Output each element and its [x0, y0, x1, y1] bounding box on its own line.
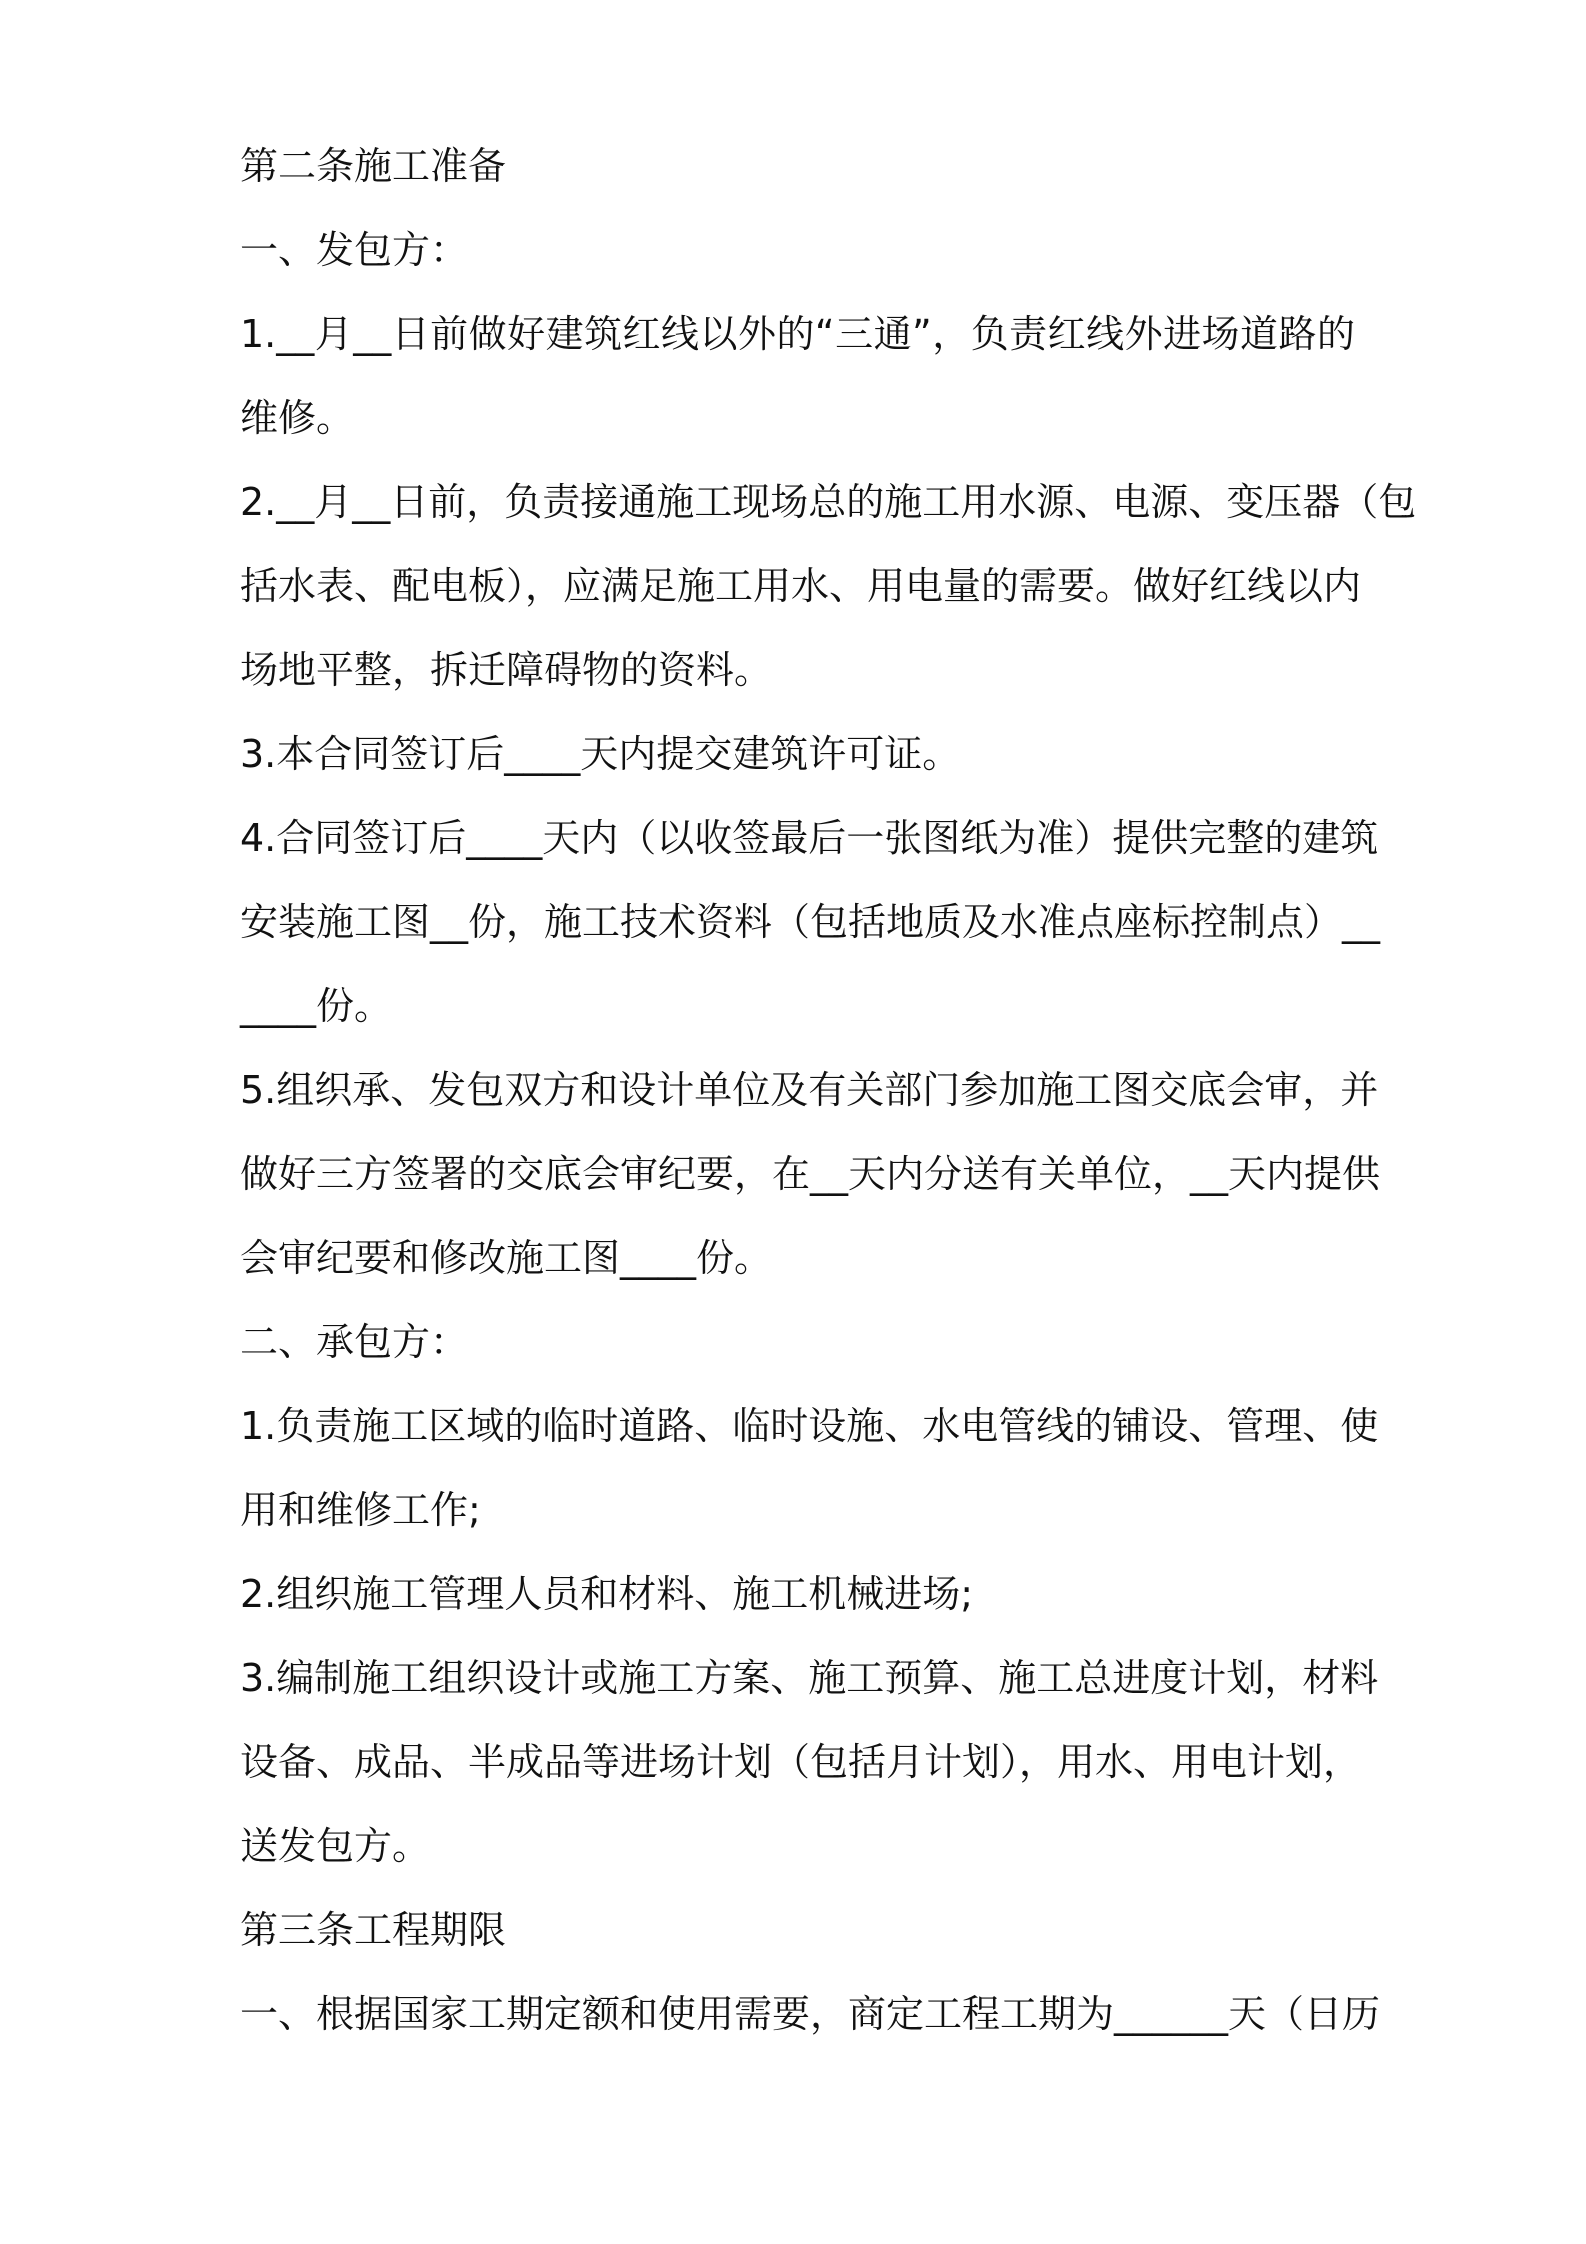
paragraph-line: 5.组织承、发包双方和设计单位及有关部门参加施工图交底会审，并 [240, 1068, 1379, 1112]
paragraph-line: 做好三方签署的交底会审纪要，在__天内分送有关单位，__天内提供 [240, 1152, 1381, 1196]
paragraph-line: ____份。 [240, 984, 393, 1028]
document-body [240, 124, 1417, 2056]
section-heading-3: 第三条工程期限 [240, 1908, 507, 1952]
paragraph-line: 3.编制施工组织设计或施工方案、施工预算、施工总进度计划，材料 [240, 1656, 1379, 1700]
paragraph-line: 安装施工图__份，施工技术资料（包括地质及水准点座标控制点）__ [240, 900, 1381, 944]
paragraph-line: 送发包方。 [240, 1824, 431, 1868]
paragraph-line: 设备、成品、半成品等进场计划（包括月计划），用水、用电计划， [240, 1740, 1362, 1784]
party-a-heading: 一、发包方： [240, 228, 469, 272]
section-heading-2: 第二条施工准备 [240, 144, 507, 188]
paragraph-line: 维修。 [240, 396, 355, 440]
paragraph-line: 2.__月__日前，负责接通施工现场总的施工用水源、电源、变压器（包 [240, 480, 1417, 524]
paragraph-line: 括水表、配电板），应满足施工用水、用电量的需要。做好红线以内 [240, 564, 1362, 608]
paragraph-line: 一、根据国家工期定额和使用需要，商定工程工期为______天（日历 [240, 1992, 1381, 2036]
paragraph-line: 用和维修工作; [240, 1488, 481, 1532]
paragraph-line: 3.本合同签订后____天内提交建筑许可证。 [240, 732, 961, 776]
paragraph-line: 会审纪要和修改施工图____份。 [240, 1236, 773, 1280]
party-b-heading: 二、承包方： [240, 1320, 469, 1364]
paragraph-line: 场地平整，拆迁障碍物的资料。 [240, 648, 773, 692]
paragraph-line: 4.合同签订后____天内（以收签最后一张图纸为准）提供完整的建筑 [240, 816, 1379, 860]
paragraph-line: 2.组织施工管理人员和材料、施工机械进场; [240, 1572, 974, 1616]
paragraph-line: 1.__月__日前做好建筑红线以外的“三通”，负责红线外进场道路的 [240, 312, 1355, 356]
paragraph-line: 1.负责施工区域的临时道路、临时设施、水电管线的铺设、管理、使 [240, 1404, 1379, 1448]
